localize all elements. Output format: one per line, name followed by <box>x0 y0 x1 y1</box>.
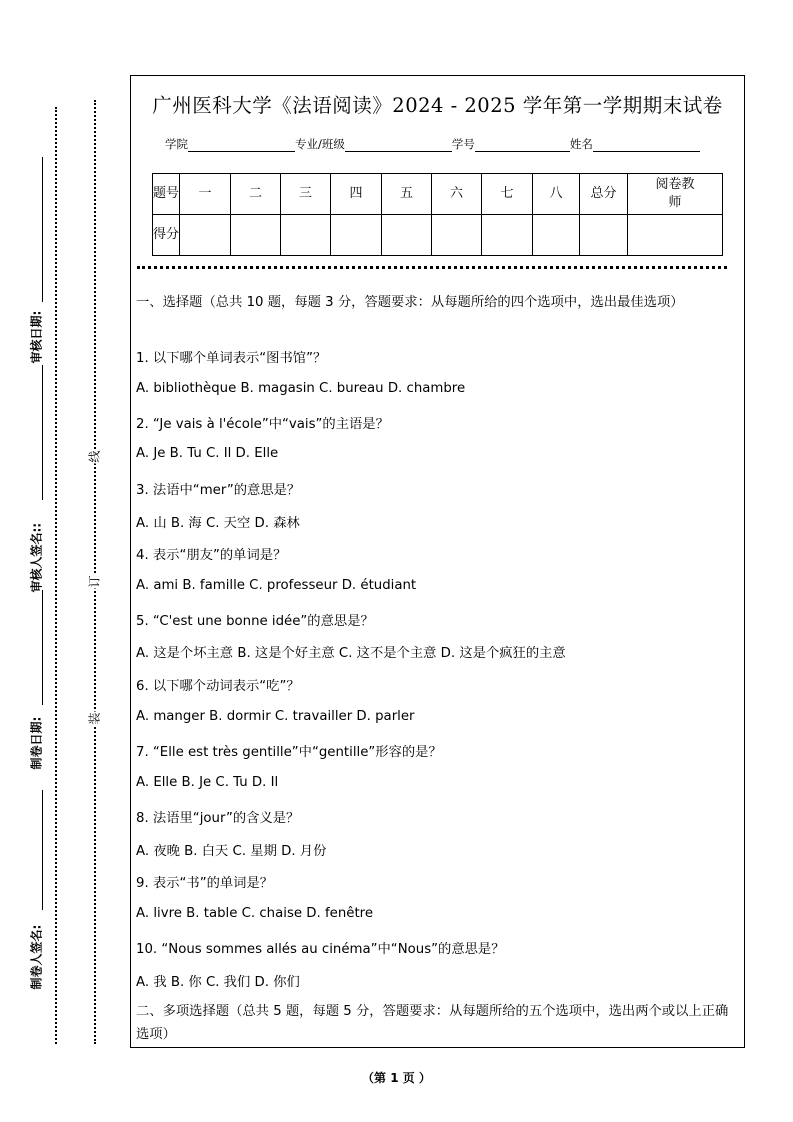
score-header-7: 七 <box>482 174 533 215</box>
reviewer-sign-line <box>42 365 43 500</box>
section2-heading: 二、多项选择题（总共 5 题，每题 5 分，答题要求：从每题所给的五个选项中，选出两个或以上正确选项） <box>136 1004 729 1042</box>
score-header-total: 总分 <box>580 174 628 215</box>
question-text: 3. 法语中“mer”的意思是？ <box>136 483 301 498</box>
question-options: A. Je B. Tu C. Il D. Elle <box>136 446 279 461</box>
name-label: 姓名 <box>569 137 593 151</box>
make-date-label: 制卷日期: <box>29 716 44 770</box>
question-text: 7. “Elle est très gentille”中“gentille”形容的是？ <box>136 745 442 760</box>
question-options: A. ami B. famille C. professeur D. étudiant <box>136 578 417 593</box>
binding-mark-zhuang: 装 <box>87 712 102 725</box>
score-header-3: 三 <box>281 174 331 215</box>
binding-mark-ding: 订 <box>87 575 102 588</box>
score-header-4: 四 <box>331 174 382 215</box>
score-cell[interactable] <box>331 215 382 256</box>
question-text: 6. 以下哪个动词表示“吃”？ <box>136 679 300 694</box>
score-header-8: 八 <box>533 174 580 215</box>
score-cell[interactable] <box>432 215 482 256</box>
score-cell[interactable] <box>580 215 628 256</box>
score-header-question-no: 题号 <box>153 174 180 215</box>
exam-title: 广州医科大学《法语阅读》2024 - 2025 学年第一学期期末试卷 <box>152 94 723 117</box>
question-options: A. 我 B. 你 C. 我们 D. 你们 <box>136 975 300 990</box>
score-header-1: 一 <box>180 174 231 215</box>
binding-mark-xian: 线 <box>87 450 102 463</box>
score-cell[interactable] <box>482 215 533 256</box>
question-options: A. 夜晚 B. 白天 C. 星期 D. 月份 <box>136 844 327 859</box>
question-options: A. Elle B. Je C. Tu D. Il <box>136 775 279 790</box>
major-class-label: 专业/班级 <box>295 137 345 151</box>
maker-sign-label: 制卷人签名: <box>29 924 44 990</box>
score-cell[interactable] <box>231 215 281 256</box>
college-field[interactable] <box>188 139 295 152</box>
question-text: 2. “Je vais à l'école”中“vais”的主语是？ <box>136 417 389 432</box>
score-header-6: 六 <box>432 174 482 215</box>
name-field[interactable] <box>593 139 700 152</box>
binding-dotted-line-outer <box>55 107 57 1044</box>
score-table <box>152 173 723 256</box>
question-text: 9. 表示“书”的单词是？ <box>136 876 274 891</box>
question-text: 8. 法语里“jour”的含义是？ <box>136 811 300 826</box>
question-options: A. 这是个坏主意 B. 这是个好主意 C. 这不是个主意 D. 这是个疯狂的主意 <box>136 646 566 661</box>
reviewer-sign-label: 审核人签名:: <box>29 522 44 593</box>
score-cell[interactable] <box>281 215 331 256</box>
maker-sign-line <box>42 790 43 910</box>
question-options: A. bibliothèque B. magasin C. bureau D. chambre <box>136 381 466 396</box>
make-date-line <box>42 590 43 705</box>
question-options: A. manger B. dormir C. travailler D. parler <box>136 709 415 724</box>
college-label: 学院 <box>165 137 188 151</box>
exam-frame <box>130 75 745 1048</box>
question-options: A. 山 B. 海 C. 天空 D. 森林 <box>136 516 300 531</box>
score-cell[interactable] <box>180 215 231 256</box>
review-date-label: 审核日期: <box>29 310 44 364</box>
question-text: 1. 以下哪个单词表示“图书馆”？ <box>136 351 327 366</box>
score-header-5: 五 <box>382 174 432 215</box>
section1-heading: 一、选择题（总共 10 题，每题 3 分，答题要求：从每题所给的四个选项中，选出最佳选项） <box>136 295 684 310</box>
score-cell[interactable] <box>533 215 580 256</box>
page-number: （第 1 页 ） <box>362 1071 431 1085</box>
score-cell[interactable] <box>628 215 723 256</box>
major-class-field[interactable] <box>345 139 452 152</box>
question-text: 10. “Nous sommes allés au cinéma”中“Nous”的意思是？ <box>136 942 505 957</box>
binding-dotted-line-inner <box>94 100 96 1044</box>
header-divider <box>137 266 727 269</box>
student-info-row <box>165 136 700 152</box>
student-id-field[interactable] <box>475 139 570 152</box>
question-text: 5. “C'est une bonne idée”的意思是？ <box>136 614 374 629</box>
score-cell[interactable] <box>382 215 432 256</box>
score-header-2: 二 <box>231 174 281 215</box>
review-date-line <box>42 157 43 302</box>
score-header-grader: 阅卷教师 <box>628 174 723 215</box>
question-options: A. livre B. table C. chaise D. fenêtre <box>136 906 374 921</box>
student-id-label: 学号 <box>451 137 475 151</box>
score-row-label: 得分 <box>153 215 180 256</box>
question-text: 4. 表示“朋友”的单词是？ <box>136 548 287 563</box>
